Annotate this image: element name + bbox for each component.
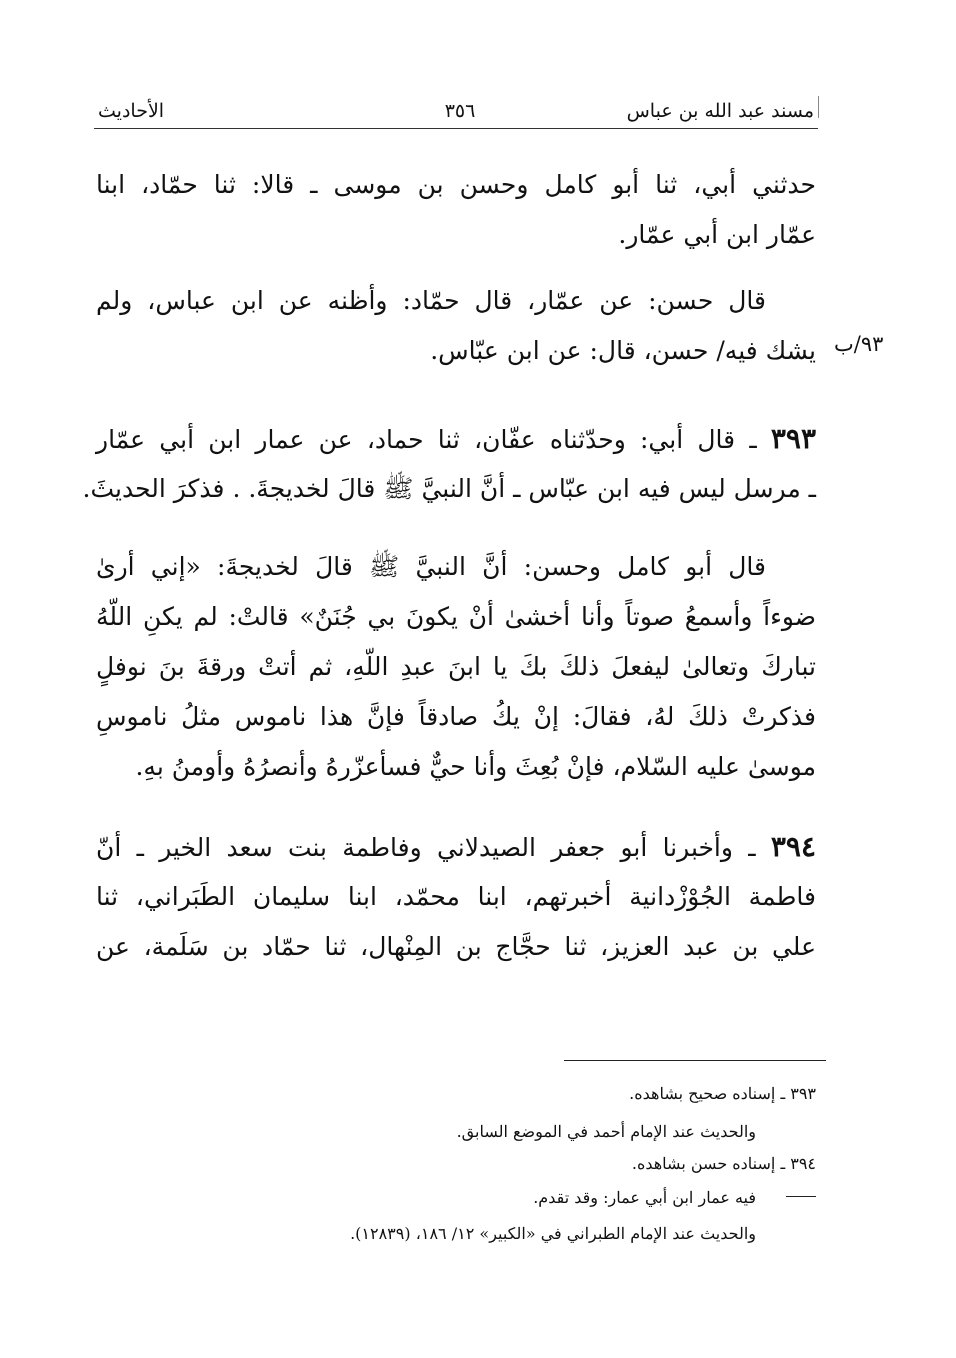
hadith-number: ٣٩٤ <box>770 830 816 863</box>
text-line: حدثني أبي، ثنا أبو كامل وحسن بن موسى ـ قالا: ثنا حمّاد، ابنا <box>96 170 816 199</box>
running-header-section: الأحاديث <box>98 100 165 122</box>
footnote-dash <box>786 1196 816 1197</box>
footnote-divider <box>564 1060 826 1061</box>
page-number: ٣٥٦ <box>444 100 476 122</box>
header-divider <box>94 128 818 129</box>
hadith-text: ـ قال أبي: وحدّثناه عفّان، ثنا حماد، عن عمار ابن أبي عمّار <box>96 425 757 454</box>
header-margin-rule <box>818 96 819 118</box>
running-header-book-title: مسند عبد الله بن عباس <box>626 100 814 122</box>
text-line: فذكرتْ ذلكَ لهُ، فقالَ: إنْ يكُ صادقاً فإنَّ هذا ناموس مثلُ ناموسِ <box>96 702 816 731</box>
text-line: عمّار ابن أبي عمّار. <box>618 220 816 249</box>
footnote-393-detail: والحديث عند الإمام أحمد في الموضع السابق. <box>456 1122 756 1141</box>
hadith-number: ٣٩٣ <box>770 422 816 455</box>
hadith-393-line <box>96 414 816 464</box>
footnote-394: ٣٩٤ ـ إسناده حسن بشاهده. <box>631 1154 816 1173</box>
text-line: تباركَ وتعالىٰ ليفعلَ ذلكَ بكَ يا ابنَ عبدِ اللّهِ، ثم أتتْ ورقةَ بنَ نوفلٍ <box>96 652 816 681</box>
manuscript-folio-note: ٩٣/ب <box>834 332 884 356</box>
footnote-393: ٣٩٣ ـ إسناده صحيح بشاهده. <box>629 1084 816 1103</box>
footnote-394-detail: فيه عمار ابن أبي عمار: وقد تقدم. <box>533 1188 756 1207</box>
hadith-text: ـ وأخبرنا أبو جعفر الصيدلاني وفاطمة بنت سعد الخير ـ أنّ <box>96 833 756 862</box>
text-line: يشك فيه/ حسن، قال: عن ابن عبّاس. <box>430 336 816 365</box>
text-line: موسىٰ عليه السّلام، فإنْ بُعِثَ وأنا حيٌّ فسأعزّرهُ وأنصرُهُ وأومنُ بهِ. <box>135 752 816 781</box>
text-line: قال أبو كامل وحسن: أنَّ النبيَّ ﷺ قالَ لخديجةَ: «إني أرىٰ <box>96 552 766 581</box>
hadith-394-line <box>96 822 816 872</box>
text-line: فاطمة الجُوْزْدانية أخبرتهم، ابنا محمّد، ابنا سليمان الطَبَراني، ثنا <box>96 882 816 911</box>
footnote-394-source: والحديث عند الإمام الطبراني في «الكبير» ١٢/ ١٨٦، (١٢٨٣٩). <box>350 1224 756 1243</box>
text-line: ـ مرسل ليس فيه ابن عبّاس ـ أنَّ النبيَّ ﷺ قالَ لخديجةَ. . فذكرَ الحديثَ. <box>82 474 816 503</box>
text-line: ضوءاً وأسمعُ صوتاً وأنا أخشىٰ أنْ يكونَ بي جُنَنٌ» قالتْ: لم يكنِ اللّهُ <box>96 602 816 631</box>
text-line: علي بن عبد العزيز، ثنا حجَّاج بن المِنْهال، ثنا حمّاد بن سَلَمة، عن <box>96 932 816 961</box>
text-line: قال حسن: عن عمّار، قال حمّاد: وأظنه عن ابن عباس، ولم <box>96 286 766 315</box>
